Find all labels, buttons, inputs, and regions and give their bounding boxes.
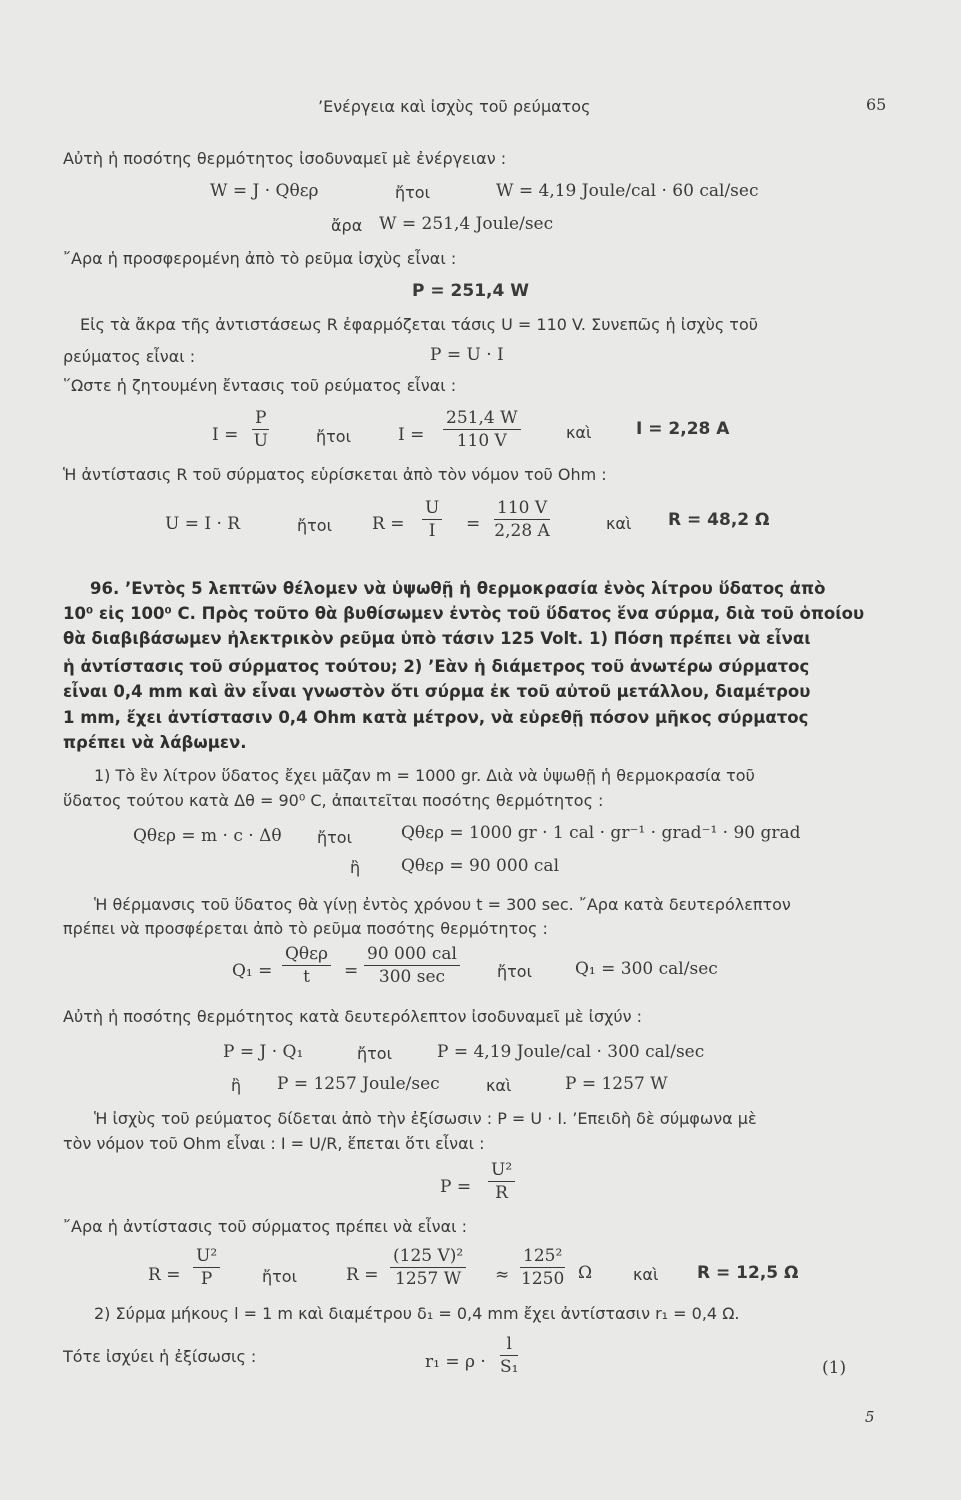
- text-line: ὕδατος τούτου κατὰ Δθ = 90⁰ C, ἀπαιτεῖται ποσότης θερμότητος :: [63, 791, 604, 810]
- equation: Q₁ =: [232, 961, 273, 981]
- numerator: 90 000 cal: [364, 944, 460, 966]
- problem-line: ἡ ἀντίστασις τοῦ σύρματος τούτου; 2) ’Εὰν ἡ διάμετρος τοῦ ἀνωτέρω σύρματος: [63, 657, 810, 676]
- problem-line: 96. ’Εντὸς 5 λεπτῶν θέλομεν νὰ ὑψωθῇ ἡ θερμοκρασία ἑνὸς λίτρου ὕδατος ἀπὸ: [90, 579, 826, 598]
- equation: Qθερ = 90 000 cal: [401, 856, 560, 876]
- fraction: [282, 944, 331, 987]
- equation-word: ἤτοι: [395, 183, 430, 202]
- text-line: ῎Αρα ἡ προσφερομένη ἀπὸ τὸ ρεῦμα ἰσχὺς εἶναι :: [63, 249, 457, 268]
- numerator: 125²: [520, 1246, 565, 1268]
- fraction: [193, 1246, 220, 1289]
- text-line: ρεύματος εἶναι :: [63, 347, 196, 366]
- denominator: 1257 W: [395, 1269, 462, 1289]
- equation-word: ἤτοι: [317, 828, 352, 847]
- numerator: U²: [193, 1246, 220, 1268]
- text-line: Εἰς τὰ ἄκρα τῆς ἀντιστάσεως R ἐφαρμόζεται τάσις U = 110 V. Συνεπῶς ἡ ἰσχὺς τοῦ: [80, 315, 758, 334]
- equation: P =: [440, 1177, 472, 1197]
- equation: Qθερ = 1000 gr · 1 cal · gr⁻¹ · grad⁻¹ · 90 grad: [401, 823, 801, 843]
- equation: U = I · R: [165, 514, 241, 534]
- equation: P = 1257 W: [565, 1074, 668, 1094]
- text-line: 1) Τὸ ἓν λίτρον ὕδατος ἔχει μᾶζαν m = 1000 gr. Διὰ νὰ ὑψωθῇ ἡ θερμοκρασία τοῦ: [94, 766, 755, 785]
- equation-word: καὶ: [486, 1076, 512, 1095]
- denominator: t: [303, 967, 310, 987]
- equation: Ω: [578, 1263, 593, 1283]
- result-equation: R = 12,5 Ω: [697, 1263, 799, 1283]
- fraction: [494, 498, 550, 541]
- equation-word: καὶ: [633, 1265, 659, 1284]
- text-line: Ἡ θέρμανσις τοῦ ὕδατος θὰ γίνῃ ἐντὸς χρόνου t = 300 sec. ῎Αρα κατὰ δευτερόλεπτον: [94, 895, 791, 914]
- result-equation: I = 2,28 A: [636, 419, 730, 439]
- page-number: 65: [866, 95, 887, 114]
- denominator: R: [495, 1183, 508, 1203]
- equation-word: ἤτοι: [497, 962, 532, 981]
- text-line: Αὐτὴ ἡ ποσότης θερμότητος κατὰ δευτερόλεπτον ἰσοδυναμεῖ μὲ ἰσχύν :: [63, 1007, 643, 1026]
- problem-line: πρέπει νὰ λάβωμεν.: [63, 733, 247, 752]
- numerator: l: [500, 1334, 518, 1356]
- denominator: P: [200, 1269, 213, 1289]
- problem-line: θὰ διαβιβάσωμεν ἠλεκτρικὸν ρεῦμα ὑπὸ τάσιν 125 Volt. 1) Πόση πρέπει νὰ εἶναι: [63, 629, 811, 648]
- equation-word: καὶ: [606, 514, 632, 533]
- text-line: ῞Ωστε ἡ ζητουμένη ἔντασις τοῦ ρεύματος εἶναι :: [63, 376, 457, 395]
- equation: =: [344, 961, 359, 981]
- equation-word: ἤτοι: [316, 427, 351, 446]
- numerator: Qθερ: [282, 944, 331, 966]
- equation: Q₁ = 300 cal/sec: [575, 959, 718, 979]
- text-line: τὸν νόμον τοῦ Ohm εἶναι : I = U/R, ἕπεται ὅτι εἶναι :: [63, 1134, 485, 1153]
- result-equation: P = 251,4 W: [412, 281, 529, 301]
- equation: P = J · Q₁: [223, 1042, 304, 1062]
- text-line: Αὐτὴ ἡ ποσότης θερμότητος ἰσοδυναμεῖ μὲ ἐνέργειαν :: [63, 149, 507, 168]
- equation-word: ἢ: [350, 858, 361, 877]
- denominator: 2,28 A: [494, 521, 550, 541]
- equation-word: ἤτοι: [297, 516, 332, 535]
- fraction: [520, 1246, 565, 1289]
- fraction: [252, 408, 269, 451]
- equation: r₁ = ρ ·: [425, 1352, 486, 1372]
- fraction: [364, 944, 460, 987]
- text-line: Τότε ἰσχύει ἡ ἐξίσωσις :: [63, 1347, 257, 1366]
- result-equation: R = 48,2 Ω: [668, 510, 770, 530]
- equation: P = 4,19 Joule/cal · 300 cal/sec: [437, 1042, 705, 1062]
- equation: Qθερ = m · c · Δθ: [133, 826, 282, 846]
- equation-word: ἄρα: [331, 216, 363, 235]
- equation: I =: [398, 425, 425, 445]
- numerator: (125 V)²: [390, 1246, 466, 1268]
- text-line: Ἡ ἰσχὺς τοῦ ρεύματος δίδεται ἀπὸ τὴν ἐξίσωσιν : P = U · I. ’Επειδὴ δὲ σύμφωνα μὲ: [94, 1109, 757, 1128]
- fraction: [443, 408, 521, 451]
- text-line: ῎Αρα ἡ ἀντίστασις τοῦ σύρματος πρέπει νὰ εἶναι :: [63, 1217, 468, 1236]
- text-line: πρέπει νὰ προσφέρεται ἀπὸ τὸ ρεῦμα ποσότης θερμότητος :: [63, 919, 548, 938]
- signature-mark: 5: [865, 1408, 875, 1426]
- equation: P = U · I: [430, 345, 504, 365]
- equation: I =: [212, 425, 239, 445]
- denominator: 1250: [521, 1269, 565, 1289]
- numerator: P: [252, 408, 269, 430]
- numerator: U: [422, 498, 442, 520]
- equation-word: ἤτοι: [357, 1044, 392, 1063]
- equation: W = J · Qθερ: [210, 181, 319, 201]
- equation-number: (1): [822, 1358, 847, 1378]
- equation: =: [466, 514, 481, 534]
- text-line: Ἡ ἀντίστασις R τοῦ σύρματος εὑρίσκεται ἀπὸ τὸν νόμον τοῦ Ohm :: [63, 465, 607, 484]
- denominator: S₁: [500, 1357, 519, 1377]
- fraction: [500, 1334, 518, 1377]
- numerator: 251,4 W: [443, 408, 521, 430]
- denominator: I: [428, 521, 436, 541]
- equation-word: καὶ: [566, 423, 592, 442]
- numerator: 110 V: [494, 498, 550, 520]
- problem-line: εἶναι 0,4 mm καὶ ἂν εἶναι γνωστὸν ὅτι σύρμα ἐκ τοῦ αὐτοῦ μετάλλου, διαμέτρου: [63, 682, 811, 701]
- running-header: ’Ενέργεια καὶ ἰσχὺς τοῦ ρεύματος: [318, 97, 591, 116]
- equation: R =: [148, 1265, 181, 1285]
- problem-line: 10⁰ εἰς 100⁰ C. Πρὸς τοῦτο θὰ βυθίσωμεν ἐντὸς τοῦ ὕδατος ἕνα σύρμα, διὰ τοῦ ὁποίου: [63, 604, 865, 623]
- equation: W = 4,19 Joule/cal · 60 cal/sec: [496, 181, 759, 201]
- denominator: U: [253, 431, 268, 451]
- equation: ≈: [495, 1265, 510, 1285]
- denominator: 110 V: [456, 431, 507, 451]
- equation: P = 1257 Joule/sec: [277, 1074, 440, 1094]
- denominator: 300 sec: [378, 967, 446, 987]
- fraction: [390, 1246, 466, 1289]
- equation-word: ἤτοι: [262, 1267, 297, 1286]
- equation-word: ἢ: [231, 1076, 242, 1095]
- problem-line: 1 mm, ἔχει ἀντίστασιν 0,4 Ohm κατὰ μέτρον, νὰ εὑρεθῇ πόσον μῆκος σύρματος: [63, 708, 809, 727]
- numerator: U²: [488, 1160, 515, 1182]
- fraction: [488, 1160, 515, 1203]
- text-line: 2) Σύρμα μήκους l = 1 m καὶ διαμέτρου δ₁ = 0,4 mm ἔχει ἀντίστασιν r₁ = 0,4 Ω.: [94, 1304, 740, 1323]
- equation: R =: [346, 1265, 379, 1285]
- equation: W = 251,4 Joule/sec: [379, 214, 554, 234]
- equation: R =: [372, 514, 405, 534]
- fraction: [422, 498, 442, 541]
